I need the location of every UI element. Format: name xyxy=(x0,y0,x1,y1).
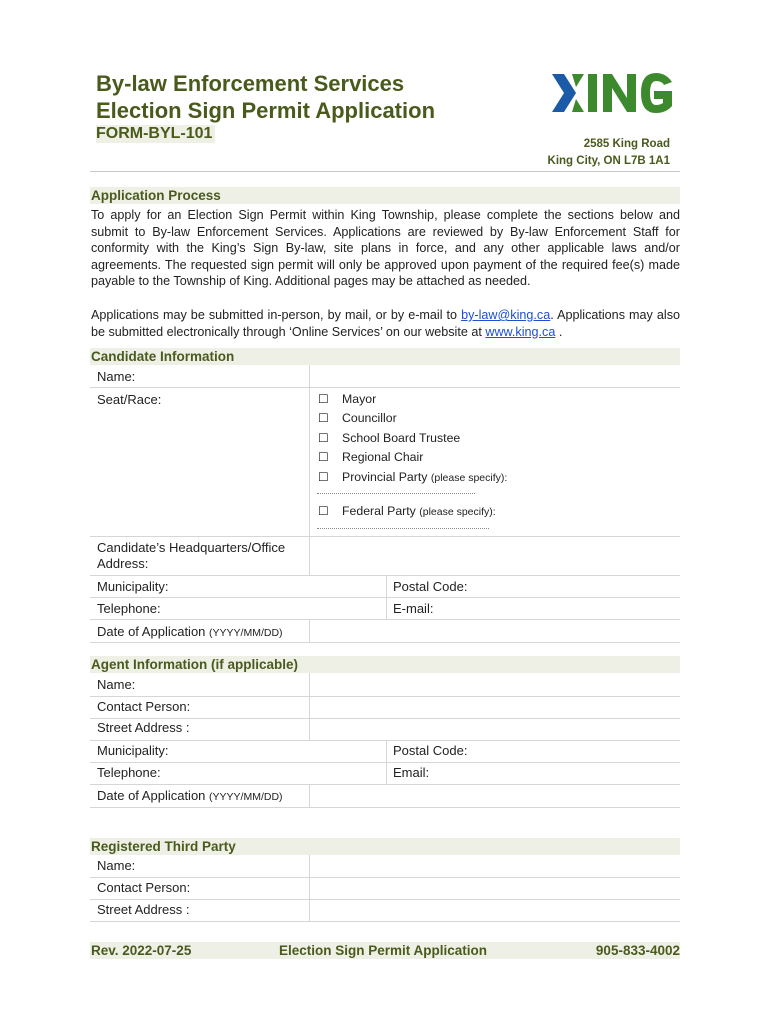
checkbox-icon[interactable]: ☐ xyxy=(318,504,329,518)
column-divider xyxy=(309,784,310,807)
option-federal-party[interactable] xyxy=(318,503,496,520)
federal-party-specify-line[interactable] xyxy=(317,527,489,529)
title-line-1: By-law Enforcement Services xyxy=(96,71,405,96)
agent-name-label: Name: xyxy=(97,677,136,692)
checkbox-icon[interactable]: ☐ xyxy=(318,392,329,406)
headquarters-address-label: Candidate’s Headquarters/Office Address: xyxy=(97,540,286,571)
township-address xyxy=(548,136,670,170)
agent-date-label: Date of Application (YYYY/MM/DD) xyxy=(97,788,283,803)
provincial-party-specify-line[interactable] xyxy=(317,492,475,494)
candidate-date-label: Date of Application (YYYY/MM/DD) xyxy=(97,624,283,639)
column-divider xyxy=(309,855,310,921)
row-divider xyxy=(90,619,680,620)
address-line-1: 2585 King Road xyxy=(583,138,670,150)
column-divider xyxy=(386,740,387,784)
option-school-board-trustee[interactable] xyxy=(318,430,460,446)
third-party-street-address-label: Street Address : xyxy=(97,902,190,917)
candidate-telephone-label: Telephone: xyxy=(97,601,161,616)
agent-telephone-label: Telephone: xyxy=(97,765,161,780)
option-provincial-party[interactable] xyxy=(318,469,507,486)
row-divider xyxy=(90,642,680,643)
footer-title: Election Sign Permit Application xyxy=(279,943,488,958)
row-divider xyxy=(90,807,680,808)
agent-municipality-label: Municipality: xyxy=(97,743,169,758)
row-divider xyxy=(90,696,680,697)
option-label: Councillor xyxy=(342,411,397,425)
candidate-municipality-label: Municipality: xyxy=(97,579,169,594)
candidate-postal-code-label: Postal Code: xyxy=(393,579,468,594)
row-divider xyxy=(90,877,680,878)
checkbox-icon[interactable]: ☐ xyxy=(318,431,329,445)
please-specify-note: (please specify): xyxy=(430,472,508,484)
option-label: School Board Trustee xyxy=(342,431,461,445)
header-divider xyxy=(90,171,680,172)
agent-postal-code-label: Postal Code: xyxy=(393,743,468,758)
row-divider xyxy=(90,536,680,537)
row-divider xyxy=(90,597,680,598)
form-id: FORM-BYL-101 xyxy=(96,125,215,143)
row-divider xyxy=(90,762,680,763)
please-specify-note: (please specify): xyxy=(419,506,496,518)
checkbox-icon[interactable]: ☐ xyxy=(318,411,329,425)
address-line-2: King City, ON L7B 1A1 xyxy=(547,155,670,167)
column-divider xyxy=(386,575,387,619)
footer-phone: 905-833-4002 xyxy=(595,943,680,958)
candidate-information-heading: Candidate Information xyxy=(90,348,680,365)
row-divider xyxy=(90,899,680,900)
option-councillor[interactable] xyxy=(318,410,397,426)
option-mayor[interactable] xyxy=(318,391,376,407)
row-divider xyxy=(90,387,680,388)
footer-revision: Rev. 2022-07-25 xyxy=(91,943,192,958)
row-divider xyxy=(90,784,680,785)
option-label: Provincial Party xyxy=(342,470,428,484)
agent-contact-person-label: Contact Person: xyxy=(97,699,191,714)
seat-race-label: Seat/Race: xyxy=(97,392,162,407)
candidate-name-label: Name: xyxy=(97,369,136,384)
king-logo xyxy=(550,70,674,116)
row-divider xyxy=(90,718,680,719)
document-title xyxy=(96,70,435,124)
row-divider xyxy=(90,575,680,576)
process-paragraph-2: Applications may be submitted in-person, by mail, or by e-mail to by-law@king.ca. Applications may also be submitted electronically through ‘Online Services’ on our website at www.king.ca . xyxy=(91,308,680,339)
row-divider xyxy=(90,921,680,922)
option-label: Regional Chair xyxy=(342,450,424,464)
third-party-contact-person-label: Contact Person: xyxy=(97,880,191,895)
process-paragraph-1: To apply for an Election Sign Permit within King Township, please complete the sections below and submit to By-law Enforcement Services. Applications are reviewed by By-law Enforcement Staff for conformity with the King’s Sign By-law, site plans in force, and any other applicable laws and/or agreements. The requested sign permit will only be approved upon payment of the required fee(s) made payable to the Township of King. Additional pages may be attached as needed. xyxy=(91,208,680,288)
column-divider xyxy=(309,365,310,575)
row-divider xyxy=(90,740,680,741)
column-divider xyxy=(309,673,310,740)
email-link[interactable]: by-law@king.ca xyxy=(461,308,551,322)
agent-email-label: Email: xyxy=(393,765,430,780)
website-link[interactable]: www.king.ca xyxy=(485,324,556,339)
option-regional-chair[interactable] xyxy=(318,449,423,465)
application-process-heading: Application Process xyxy=(90,187,680,204)
title-line-2: Election Sign Permit Application xyxy=(96,98,436,123)
registered-third-party-heading: Registered Third Party xyxy=(90,838,680,855)
agent-street-address-label: Street Address : xyxy=(97,720,190,735)
checkbox-icon[interactable]: ☐ xyxy=(318,450,329,464)
agent-information-heading: Agent Information (if applicable) xyxy=(90,656,680,673)
option-label: Mayor xyxy=(342,392,377,406)
checkbox-icon[interactable]: ☐ xyxy=(318,470,329,484)
third-party-name-label: Name: xyxy=(97,858,136,873)
column-divider xyxy=(309,619,310,642)
candidate-email-label: E-mail: xyxy=(393,601,434,616)
option-label: Federal Party xyxy=(342,504,416,518)
